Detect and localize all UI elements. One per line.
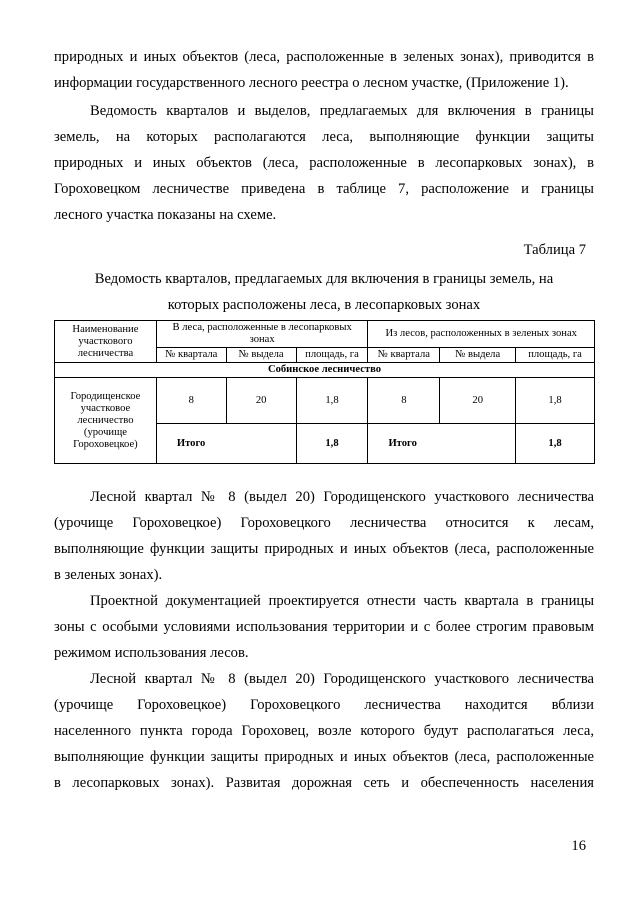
table-section-row	[55, 363, 595, 378]
header-quarter: № квартала	[368, 348, 440, 363]
header-group-zelenye: Из лесов, расположенных в зеленых зонах	[368, 321, 595, 348]
total-value: 1,8	[296, 424, 368, 464]
row-name-cell: Городищенское участковое лесничество (урочище Гороховецкое)	[55, 378, 157, 464]
text-line: Лесной квартал № 8 (выдел 20) Городищенского участкового лесничества	[90, 671, 594, 687]
text-line: режимом использования лесов.	[54, 645, 249, 661]
table-caption-line: Ведомость кварталов, предлагаемых для включения в границы земель, на	[94, 271, 554, 287]
total-value: 1,8	[516, 424, 595, 464]
text-line: в лесопарковых зонах). Развитая дорожная сеть и обеспеченность населения	[54, 775, 594, 791]
total-label: Итого	[368, 424, 516, 464]
table-cell: 1,8	[296, 378, 368, 424]
total-label: Итого	[156, 424, 296, 464]
table-cell: 20	[440, 378, 516, 424]
table-caption	[54, 266, 594, 318]
text-line: Проектной документацией проектируется отнести часть квартала в границы	[90, 593, 594, 609]
text-line: выполняющие функции защиты природных и иных объектов (леса, расположенные	[54, 749, 594, 765]
text-line: природных и иных объектов (леса, расположенные в лесопарковых зонах), в	[54, 155, 594, 171]
table-caption-line: которых расположены леса, в лесопарковых зонах	[167, 297, 481, 313]
text-line: (урочище Гороховецкое) Гороховецкого лесничества находится вблизи	[54, 697, 594, 713]
text-line: природных и иных объектов (леса, расположенные в зеленых зонах), приводится в	[54, 49, 594, 65]
paragraph-3	[54, 484, 594, 588]
header-group-lesoparkovye: В леса, расположенные в лесопарковых зонах	[156, 321, 368, 348]
header-area: площадь, га	[516, 348, 595, 363]
section-title: Собинское лесничество	[55, 363, 595, 378]
table-cell: 8	[156, 378, 226, 424]
header-allotment: № выдела	[226, 348, 296, 363]
paragraph-4	[54, 588, 594, 666]
paragraph-1	[54, 44, 594, 96]
header-allotment: № выдела	[440, 348, 516, 363]
text-line: зоны с особыми условиями использования территории и с более строгим правовым	[54, 619, 594, 635]
table-header-row	[55, 321, 595, 348]
paragraph-2	[54, 98, 594, 228]
quarters-table	[54, 320, 595, 464]
table-number: Таблица 7	[523, 242, 586, 258]
text-line: Лесной квартал № 8 (выдел 20) Городищенского участкового лесничества	[90, 489, 594, 505]
text-line: информации государственного лесного реестра о лесном участке, (Приложение 1).	[54, 75, 569, 91]
table-cell: 8	[368, 378, 440, 424]
text-line: Ведомость кварталов и выделов, предлагаемых для включения в границы	[90, 103, 594, 119]
text-line: в зеленых зонах).	[54, 567, 163, 583]
table-cell: 20	[226, 378, 296, 424]
header-area: площадь, га	[296, 348, 368, 363]
table-row	[55, 378, 595, 424]
table-cell: 1,8	[516, 378, 595, 424]
text-line: населенного пункта города Гороховец, возле которого будут располагаться леса,	[54, 723, 594, 739]
paragraph-5	[54, 666, 594, 796]
header-name-column: Наименование участкового лесничества	[55, 321, 157, 363]
text-line: земель, на которых располагаются леса, выполняющие функции защиты	[54, 129, 594, 145]
text-line: выполняющие функции защиты природных и иных объектов (леса, расположенные	[54, 541, 594, 557]
text-line: лесного участка показаны на схеме.	[54, 207, 277, 223]
header-quarter: № квартала	[156, 348, 226, 363]
text-line: Гороховецком лесничестве приведена в таблице 7, расположение и границы	[54, 181, 594, 197]
page-number: 16	[571, 838, 586, 854]
text-line: (урочище Гороховецкое) Гороховецкого лесничества относится к лесам,	[54, 515, 594, 531]
